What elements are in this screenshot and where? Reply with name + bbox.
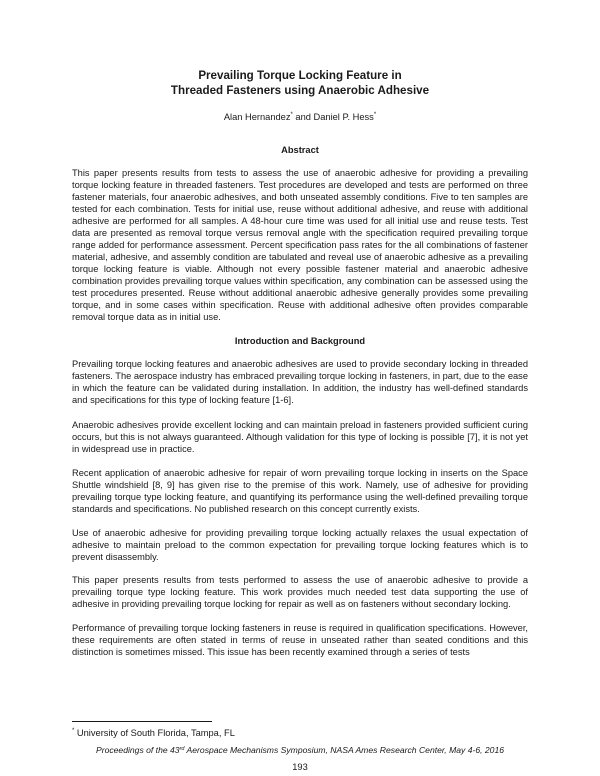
intro-paragraph-6: Performance of prevailing torque locking fasteners in reuse is required in qualification specifications. However, these requirements are often stated in terms of reuse in unseated rather than seated conditions and this distinction is sometimes missed. This issue has been recently examined through a series of tests: [72, 623, 528, 657]
intro-paragraph-4: Use of anaerobic adhesive for providing prevailing torque locking actually relaxes the usual expectation of adhesive to maintain preload to the common expectation for prevailing torque locking features which is to prevent disassembly.: [72, 528, 528, 562]
intro-paragraph-2: Anaerobic adhesives provide excellent locking and can maintain preload in fasteners provided sufficient curing occurs, but this is not always guaranteed. Although validation for this type of locking is possible [7], it is not yet in widespread use in practice.: [72, 420, 528, 454]
author-2: and Daniel P. Hess: [292, 112, 374, 122]
author-2-mark: *: [373, 112, 377, 118]
intro-paragraph-5: This paper presents results from tests performed to assess the use of anaerobic adhesive to provide a prevailing torque type locking feature. This work provides much needed test data supporting the use of adhesive in providing prevailing torque locking for repair as well as on fasteners without secondary locking.: [72, 575, 528, 609]
proceedings-ordinal: rd: [179, 746, 185, 752]
footnote-mark: *: [72, 728, 75, 734]
author-line: [72, 111, 528, 123]
intro-paragraph-1: Prevailing torque locking features and anaerobic adhesives are used to provide secondary locking in threaded fasteners. The aerospace industry has embraced prevailing torque locking in fasteners, in part, due to the ease in which the feature can be validated during installation. In addition, the industry has well-defined standards and specifications for this type of locking feature [1-6].: [72, 359, 528, 405]
title-line-1: Prevailing Torque Locking Feature in: [198, 69, 402, 82]
abstract-text: This paper presents results from tests to assess the use of anaerobic adhesive for providing a prevailing torque locking feature in threaded fasteners. Test procedures are developed and tests are performed on three fastener materials, four anaerobic adhesives, and both unseated assembly conditions. Five to ten samples are tested for each combination. Tests for initial use, reuse without additional adhesive, and reuse with additional adhesive are performed for all samples. A 48-hour cure time was used for all initial use and reuse tests. Test data are presented as removal torque versus removal angle with the specification required prevailing torque range added for performance assessment. Percent specification pass rates for the all combinations of fastener material, adhesive, and assembly condition are tabulated and reveal use of anaerobic adhesive as a prevailing torque locking feature is viable. Although not every possible fastener material and anaerobic adhesive combination provides prevailing torque values within specification, any combination can be assessed using the test procedures presented. Reuse without additional anaerobic adhesive generally provides some prevailing torque, and in some cases within specification. Reuse with additional adhesive often provides comparable removal torque data as in initial use.: [72, 168, 528, 322]
title-line-2: Threaded Fasteners using Anaerobic Adhesive: [170, 84, 430, 97]
author-1: Alan Hernandez: [223, 112, 291, 122]
proceedings-before: Proceedings of the 43: [95, 745, 180, 755]
proceedings-line: [72, 744, 528, 756]
footnote-text: University of South Florida, Tampa, FL: [74, 728, 235, 738]
proceedings-after: Aerospace Mechanisms Symposium, NASA Ames Research Center, May 4-6, 2016: [184, 745, 505, 755]
footnote-divider: [72, 721, 212, 722]
intro-paragraph-3: Recent application of anaerobic adhesive for repair of worn prevailing torque locking in inserts on the Space Shuttle windshield [8, 9] has given rise to the premise of this work. Namely, use of adhesive for providing prevailing torque type locking feature, and quantifying its performance using the well-defined prevailing torque standards and specifications. No published research on this concept currently exists.: [72, 468, 528, 514]
intro-heading: Introduction and Background: [234, 336, 366, 346]
page-number: 193: [292, 762, 308, 772]
paper-title: [72, 68, 528, 98]
footnote: [72, 727, 528, 739]
abstract-heading: Abstract: [281, 145, 319, 155]
author-1-mark: *: [290, 112, 293, 118]
